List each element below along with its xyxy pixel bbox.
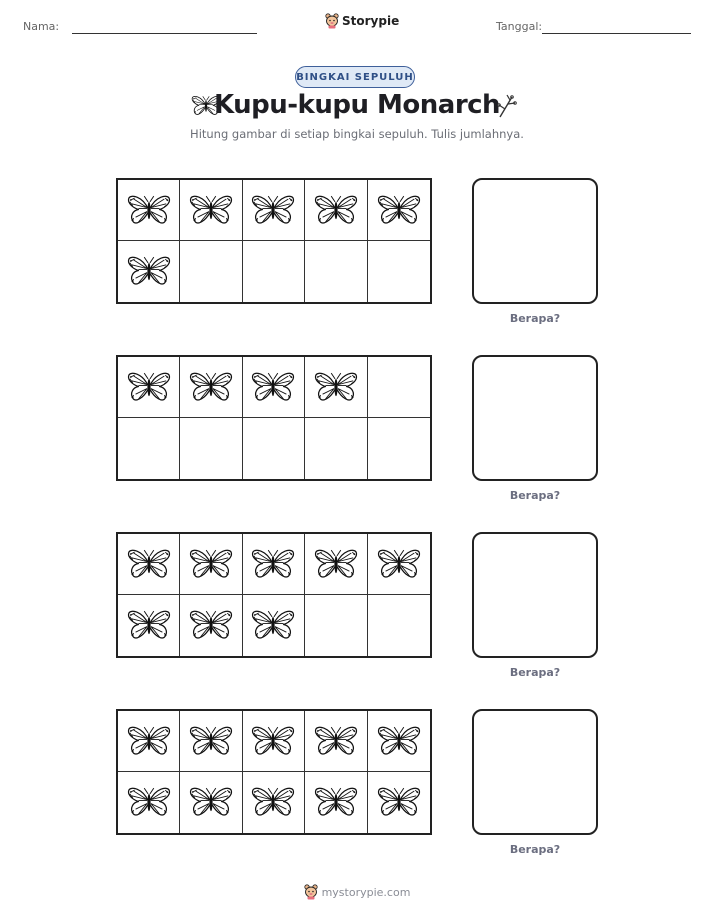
page-title: Kupu-kupu Monarch [213,90,501,120]
instructions: Hitung gambar di setiap bingkai sepuluh. Tulis jumlahnya. [190,127,524,141]
butterfly-icon [127,725,171,758]
ten-frame-cell [243,357,305,418]
ten-frame-cell [305,418,367,479]
butterfly-icon [251,786,295,819]
answer-box[interactable] [472,532,598,658]
butterfly-icon [377,725,421,758]
ten-frame-cell [305,595,367,656]
ten-frame-cell [180,595,242,656]
ten-frame-cell [368,595,430,656]
butterfly-icon [127,255,171,288]
brand-logo [325,13,399,29]
ten-frame-cell [368,772,430,833]
answer-box[interactable] [472,178,598,304]
ten-frame-cell [180,772,242,833]
ten-frame-cell [118,772,180,833]
ten-frame-cell [180,357,242,418]
footer-url: mystorypie.com [321,885,411,899]
ten-frame-cell [368,534,430,595]
ten-frame [116,355,432,481]
butterfly-icon [314,725,358,758]
butterfly-icon [189,786,233,819]
ten-frame-cell [368,241,430,302]
butterfly-icon [251,548,295,581]
ten-frame-cell [305,241,367,302]
ten-frame-cell [118,711,180,772]
name-label: Nama: [23,20,60,33]
footer [0,884,714,900]
ten-frame-cell [368,711,430,772]
ten-frame-cell [305,711,367,772]
butterfly-icon [377,194,421,227]
ten-frame-cell [118,241,180,302]
butterfly-icon [251,609,295,642]
ten-frame-cell [243,534,305,595]
ten-frame-cell [243,180,305,241]
butterfly-icon [377,786,421,819]
ten-frame-cell [305,357,367,418]
ten-frame-cell [368,180,430,241]
ten-frame-cell [305,180,367,241]
ten-frame-cell [180,180,242,241]
butterfly-icon [189,609,233,642]
ten-frame-cell [118,418,180,479]
ten-frame-cell [118,534,180,595]
brand-name: Storypie [342,14,400,28]
butterfly-icon [127,786,171,819]
butterfly-icon [189,194,233,227]
ten-frame-cell [368,418,430,479]
butterfly-icon [127,371,171,404]
bear-mascot-icon [325,13,339,29]
name-line[interactable] [72,33,257,34]
butterfly-icon [189,725,233,758]
ten-frame [116,532,432,658]
ten-frame-cell [180,418,242,479]
butterfly-icon [189,371,233,404]
ten-frame-cell [368,357,430,418]
answer-label: Berapa? [509,489,561,502]
answer-box[interactable] [472,709,598,835]
ten-frame-cell [243,595,305,656]
butterfly-icon [251,725,295,758]
butterfly-icon [314,548,358,581]
date-label: Tanggal: [496,20,543,33]
ten-frame [116,178,432,304]
twig-icon [496,93,518,119]
answer-label: Berapa? [509,312,561,325]
ten-frame-cell [118,595,180,656]
ten-frame-cell [305,772,367,833]
butterfly-icon [189,548,233,581]
bear-mascot-icon [304,884,318,900]
ten-frame-cell [118,180,180,241]
ten-frame-cell [118,357,180,418]
ten-frame [116,709,432,835]
butterfly-icon [127,548,171,581]
answer-label: Berapa? [509,666,561,679]
worksheet-type-badge: BINGKAI SEPULUH [295,66,415,88]
ten-frame-cell [305,534,367,595]
ten-frame-cell [180,534,242,595]
butterfly-icon [127,609,171,642]
date-line[interactable] [542,33,691,34]
butterfly-icon [314,786,358,819]
answer-box[interactable] [472,355,598,481]
answer-label: Berapa? [509,843,561,856]
ten-frame-cell [243,241,305,302]
butterfly-icon [314,194,358,227]
ten-frame-cell [243,418,305,479]
ten-frame-cell [180,711,242,772]
butterfly-icon [314,371,358,404]
butterfly-icon [377,548,421,581]
ten-frame-cell [243,711,305,772]
butterfly-icon [251,371,295,404]
butterfly-icon [251,194,295,227]
ten-frame-cell [180,241,242,302]
butterfly-icon [127,194,171,227]
ten-frame-cell [243,772,305,833]
